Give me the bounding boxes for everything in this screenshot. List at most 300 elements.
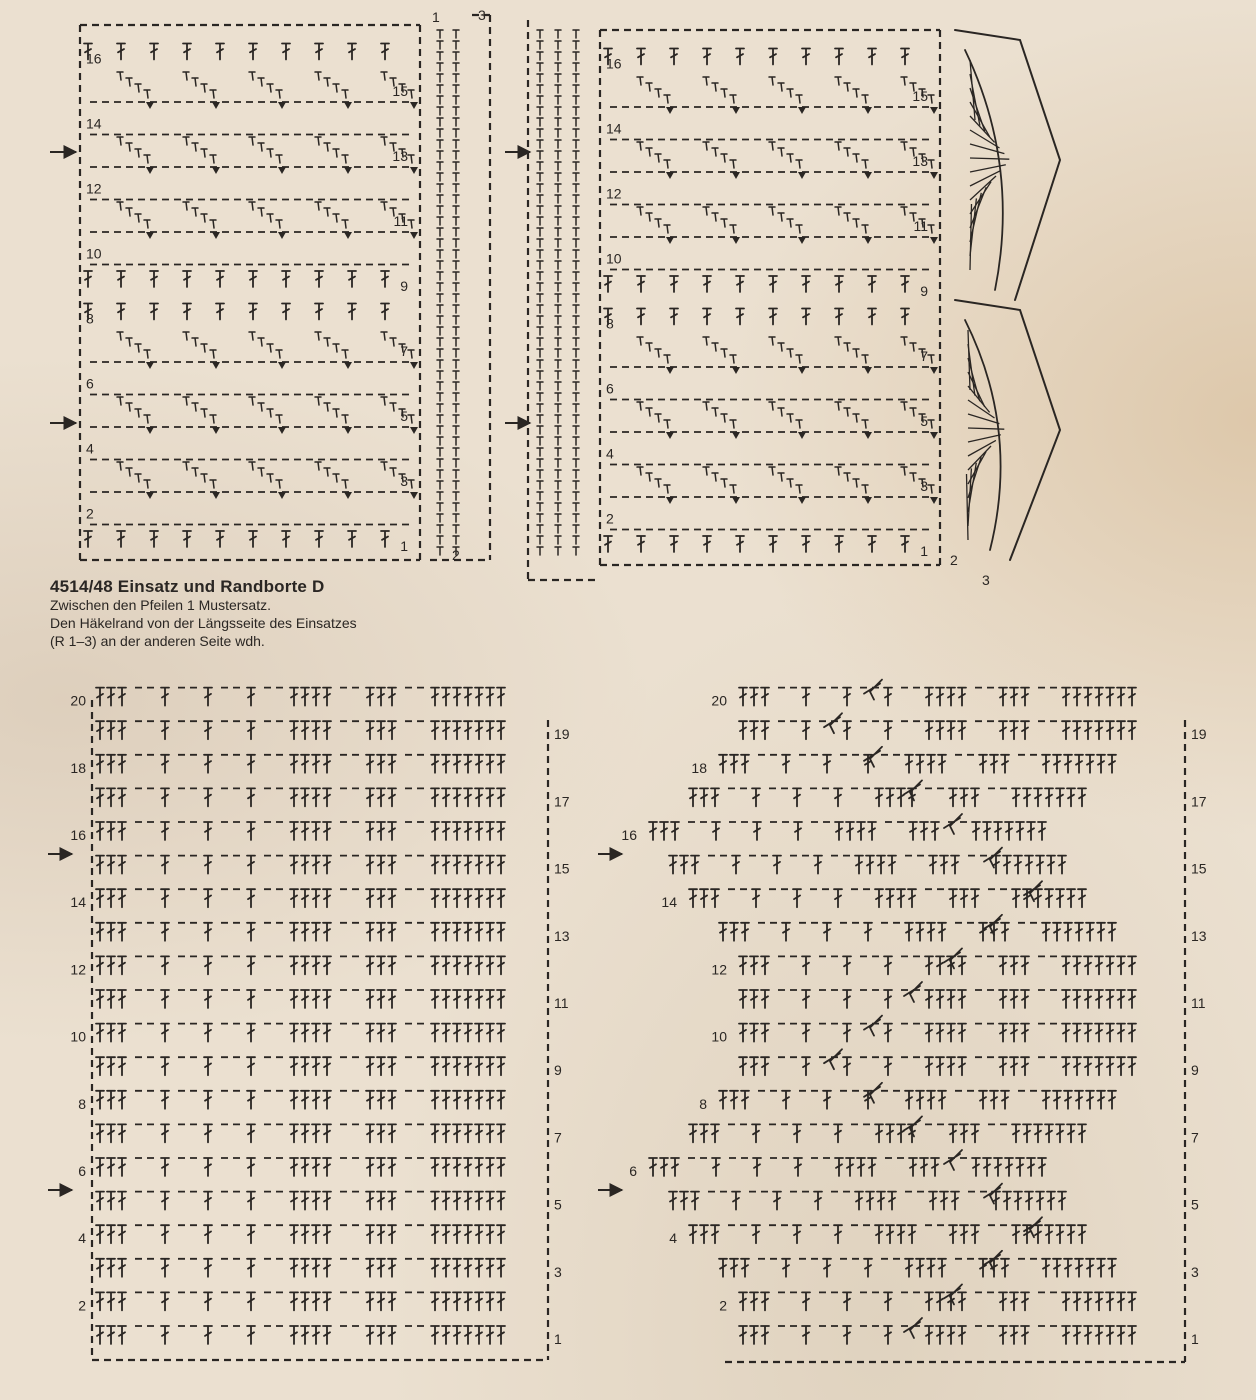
dc-stitch	[377, 1225, 385, 1243]
dc-stitch	[388, 788, 396, 806]
dc-stitch	[475, 889, 483, 907]
dc-stitch	[323, 1057, 331, 1075]
cluster-stitch	[267, 474, 273, 482]
dc-stitch	[1053, 1259, 1061, 1277]
sc-stitch	[573, 360, 579, 368]
sc-stitch	[437, 404, 443, 412]
dc-stitch	[442, 1124, 450, 1142]
cluster-stitch	[844, 343, 850, 351]
dc-stitch	[761, 721, 769, 739]
dc-stitch	[247, 1158, 255, 1176]
dc-stitch	[823, 1091, 831, 1109]
dc-stitch	[315, 531, 323, 547]
dc-stitch	[868, 49, 876, 65]
dc-stitch	[486, 1057, 494, 1075]
sc-stitch	[573, 85, 579, 93]
cluster-stitch	[901, 142, 907, 150]
dc-stitch	[204, 822, 212, 840]
dc-stitch	[161, 923, 169, 941]
cluster-stitch	[655, 219, 661, 227]
dc-stitch	[1058, 1192, 1066, 1210]
dc-stitch	[453, 822, 461, 840]
dc-stitch	[486, 788, 494, 806]
dc-stitch	[1001, 1259, 1009, 1277]
sc-stitch	[437, 327, 443, 335]
dc-stitch	[301, 923, 309, 941]
row-number: 5	[400, 408, 408, 424]
dc-stitch	[680, 856, 688, 874]
dc-stitch	[107, 1259, 115, 1277]
dc-stitch	[814, 1192, 822, 1210]
v-marker	[344, 102, 352, 109]
sc-stitch	[573, 140, 579, 148]
dc-stitch	[464, 1057, 472, 1075]
dc-stitch	[802, 1024, 810, 1042]
dc-stitch	[1014, 856, 1022, 874]
sc-stitch	[453, 228, 459, 236]
dc-stitch	[868, 1158, 876, 1176]
dc-stitch	[1045, 1124, 1053, 1142]
dc-stitch	[464, 923, 472, 941]
dc-stitch	[905, 755, 913, 773]
cluster-stitch	[276, 155, 282, 163]
sc-stitch	[453, 162, 459, 170]
dc-stitch	[323, 1158, 331, 1176]
dc-stitch	[1086, 1259, 1094, 1277]
sc-stitch	[453, 371, 459, 379]
v-marker	[930, 367, 938, 374]
row-number: 1	[432, 9, 440, 25]
cluster-stitch	[249, 202, 255, 210]
v-marker	[344, 232, 352, 239]
dc-stitch	[736, 49, 744, 65]
cluster-stitch	[655, 89, 661, 97]
sc-stitch	[555, 184, 561, 192]
sc-stitch	[537, 514, 543, 522]
cluster-stitch	[126, 338, 132, 346]
cluster-stitch	[117, 202, 123, 210]
sc-stitch	[573, 118, 579, 126]
fan-stitch	[970, 170, 1001, 186]
dc-stitch	[464, 721, 472, 739]
row-number: 10	[70, 1028, 86, 1045]
cluster-stitch	[637, 207, 643, 215]
dc-stitch	[1073, 956, 1081, 974]
sc-stitch	[453, 107, 459, 115]
dc-stitch	[96, 1024, 104, 1042]
dc-stitch	[315, 304, 323, 320]
dc-stitch	[161, 1057, 169, 1075]
dc-stitch	[1067, 1124, 1075, 1142]
caption-line: Zwischen den Pfeilen 1 Mustersatz.	[50, 597, 271, 613]
dc-stitch	[161, 856, 169, 874]
dc-stitch	[161, 1124, 169, 1142]
dc-stitch	[366, 1326, 374, 1344]
dc-stitch	[366, 721, 374, 739]
dc-stitch	[936, 688, 944, 706]
sc-stitch	[573, 184, 579, 192]
dc-stitch	[453, 1124, 461, 1142]
sc-stitch	[555, 470, 561, 478]
dc-stitch	[312, 822, 320, 840]
dc-stitch	[802, 536, 810, 552]
dc-stitch	[442, 688, 450, 706]
dc-stitch	[204, 1259, 212, 1277]
fan-stitch	[968, 440, 996, 456]
dc-stitch	[938, 923, 946, 941]
dc-stitch	[486, 923, 494, 941]
dc-stitch	[794, 822, 802, 840]
dc-stitch	[290, 1091, 298, 1109]
sc-stitch	[555, 206, 561, 214]
dc-stitch	[834, 889, 842, 907]
dc-stitch	[802, 309, 810, 325]
dc-stitch	[453, 1057, 461, 1075]
cluster-stitch	[408, 415, 414, 423]
dc-stitch	[486, 1192, 494, 1210]
dc-stitch	[247, 1057, 255, 1075]
dc-stitch	[431, 1259, 439, 1277]
cluster-stitch	[192, 78, 198, 86]
cluster-stitch	[835, 142, 841, 150]
dc-stitch	[1128, 1057, 1136, 1075]
dc-stitch	[453, 1326, 461, 1344]
row-number: 2	[86, 505, 94, 522]
dc-stitch	[1095, 688, 1103, 706]
dc-stitch	[835, 1158, 843, 1176]
dc-stitch	[843, 1024, 851, 1042]
dc-stitch	[730, 1091, 738, 1109]
cluster-stitch	[126, 78, 132, 86]
row-number: 18	[691, 759, 707, 776]
dc-stitch	[823, 923, 831, 941]
dc-stitch	[1106, 1326, 1114, 1344]
sc-stitch	[437, 382, 443, 390]
dc-stitch	[366, 990, 374, 1008]
dc-stitch	[107, 1024, 115, 1042]
dc-stitch	[464, 990, 472, 1008]
dc-stitch	[1023, 788, 1031, 806]
dc-stitch	[475, 923, 483, 941]
cluster-stitch	[408, 90, 414, 98]
dc-stitch	[323, 1259, 331, 1277]
cluster-stitch	[721, 154, 727, 162]
dc-stitch	[1064, 1259, 1072, 1277]
dc-stitch	[700, 889, 708, 907]
dc-stitch	[388, 1292, 396, 1310]
sc-stitch	[437, 239, 443, 247]
cluster-stitch	[342, 90, 348, 98]
dc-stitch	[377, 1326, 385, 1344]
dc-stitch	[312, 923, 320, 941]
dc-stitch	[312, 1259, 320, 1277]
cluster-stitch	[655, 349, 661, 357]
v-marker	[278, 427, 286, 434]
dc-stitch	[1106, 721, 1114, 739]
cluster-stitch	[787, 414, 793, 422]
sc-stitch	[537, 30, 543, 38]
dc-stitch	[497, 1225, 505, 1243]
dc-stitch	[118, 1225, 126, 1243]
v-marker	[278, 492, 286, 499]
decrease-cluster	[864, 1016, 882, 1036]
dc-stitch	[958, 1326, 966, 1344]
sc-stitch	[537, 448, 543, 456]
dc-stitch	[323, 1225, 331, 1243]
dc-stitch	[925, 956, 933, 974]
dc-stitch	[247, 721, 255, 739]
dc-stitch	[431, 822, 439, 840]
dc-stitch	[183, 44, 191, 60]
dc-stitch	[761, 1292, 769, 1310]
dc-stitch	[802, 49, 810, 65]
cluster-stitch	[210, 415, 216, 423]
cluster-stitch	[637, 467, 643, 475]
dc-stitch	[711, 889, 719, 907]
dc-stitch	[1086, 923, 1094, 941]
dc-stitch	[637, 309, 645, 325]
sc-stitch	[453, 349, 459, 357]
v-marker	[798, 107, 806, 114]
cluster-stitch	[664, 95, 670, 103]
sc-stitch	[437, 283, 443, 291]
dc-stitch	[96, 1124, 104, 1142]
sc-stitch	[573, 30, 579, 38]
sc-stitch	[537, 525, 543, 533]
dc-stitch	[769, 276, 777, 292]
sc-stitch	[573, 228, 579, 236]
dc-stitch	[377, 1024, 385, 1042]
dc-stitch	[897, 889, 905, 907]
dc-stitch	[958, 990, 966, 1008]
sc-stitch	[437, 415, 443, 423]
dc-stitch	[453, 1225, 461, 1243]
dc-stitch	[161, 1024, 169, 1042]
dc-stitch	[377, 788, 385, 806]
dc-stitch	[366, 889, 374, 907]
dc-stitch	[843, 956, 851, 974]
dc-stitch	[247, 1091, 255, 1109]
dc-stitch	[739, 1326, 747, 1344]
cluster-stitch	[712, 213, 718, 221]
dc-stitch	[868, 309, 876, 325]
dc-stitch	[290, 990, 298, 1008]
dc-stitch	[866, 856, 874, 874]
dc-stitch	[994, 822, 1002, 840]
dc-stitch	[1106, 956, 1114, 974]
cluster-stitch	[276, 220, 282, 228]
cluster-stitch	[249, 462, 255, 470]
dc-stitch	[204, 1024, 212, 1042]
cluster-stitch	[844, 408, 850, 416]
dc-stitch	[290, 721, 298, 739]
cluster-stitch	[655, 154, 661, 162]
cluster-stitch	[778, 473, 784, 481]
sc-stitch	[437, 437, 443, 445]
sc-stitch	[437, 261, 443, 269]
dc-stitch	[936, 1326, 944, 1344]
v-marker	[410, 232, 418, 239]
dc-stitch	[1034, 788, 1042, 806]
dc-stitch	[877, 856, 885, 874]
dc-stitch	[453, 923, 461, 941]
dc-stitch	[290, 856, 298, 874]
dc-stitch	[312, 990, 320, 1008]
dc-stitch	[204, 856, 212, 874]
dc-stitch	[736, 536, 744, 552]
dc-stitch	[1084, 956, 1092, 974]
dc-stitch	[1012, 889, 1020, 907]
cluster-stitch	[844, 213, 850, 221]
v-marker	[798, 172, 806, 179]
dc-stitch	[475, 1091, 483, 1109]
dc-stitch	[301, 721, 309, 739]
dc-stitch	[916, 1091, 924, 1109]
dc-stitch	[497, 755, 505, 773]
dc-stitch	[846, 822, 854, 840]
dc-stitch	[323, 755, 331, 773]
cluster-stitch	[721, 89, 727, 97]
dc-stitch	[442, 856, 450, 874]
dc-stitch	[475, 1124, 483, 1142]
dc-stitch	[204, 1225, 212, 1243]
row-number: 11	[913, 218, 928, 234]
dc-stitch	[947, 1024, 955, 1042]
cluster-stitch	[144, 350, 150, 358]
cluster-stitch	[730, 355, 736, 363]
sc-stitch	[437, 151, 443, 159]
dc-stitch	[117, 44, 125, 60]
dc-stitch	[323, 1192, 331, 1210]
cluster-stitch	[192, 403, 198, 411]
dc-stitch	[431, 856, 439, 874]
dc-stitch	[1025, 856, 1033, 874]
dc-stitch	[216, 304, 224, 320]
sc-stitch	[555, 338, 561, 346]
dc-stitch	[315, 271, 323, 287]
dc-stitch	[249, 44, 257, 60]
dc-stitch	[897, 1124, 905, 1142]
dc-stitch	[107, 755, 115, 773]
sc-stitch	[573, 217, 579, 225]
row-number: 8	[86, 310, 94, 327]
dc-stitch	[107, 990, 115, 1008]
dc-stitch	[1014, 1192, 1022, 1210]
dc-stitch	[1010, 956, 1018, 974]
dc-stitch	[814, 856, 822, 874]
dc-stitch	[442, 1259, 450, 1277]
dc-stitch	[204, 1091, 212, 1109]
cluster-stitch	[835, 207, 841, 215]
fan-stitch	[968, 414, 999, 424]
dc-stitch	[290, 1192, 298, 1210]
dc-stitch	[107, 788, 115, 806]
dc-stitch	[938, 1091, 946, 1109]
dc-stitch	[161, 1326, 169, 1344]
dc-stitch	[1056, 1124, 1064, 1142]
cluster-stitch	[664, 485, 670, 493]
dc-stitch	[366, 822, 374, 840]
dc-stitch	[301, 822, 309, 840]
dc-stitch	[475, 1259, 483, 1277]
dc-stitch	[290, 1326, 298, 1344]
sc-stitch	[437, 514, 443, 522]
dc-stitch	[1001, 923, 1009, 941]
dc-stitch	[117, 304, 125, 320]
dc-stitch	[947, 1057, 955, 1075]
dc-stitch	[453, 755, 461, 773]
dc-stitch	[497, 956, 505, 974]
dc-stitch	[739, 1057, 747, 1075]
sc-stitch	[573, 404, 579, 412]
dc-stitch	[96, 1158, 104, 1176]
sc-stitch	[555, 96, 561, 104]
cluster-stitch	[928, 95, 934, 103]
sc-stitch	[573, 338, 579, 346]
dc-stitch	[486, 1259, 494, 1277]
cluster-stitch	[126, 143, 132, 151]
dc-stitch	[96, 1326, 104, 1344]
dc-stitch	[161, 889, 169, 907]
dc-stitch	[1021, 1057, 1029, 1075]
cluster-stitch	[796, 225, 802, 233]
dc-stitch	[442, 889, 450, 907]
dc-stitch	[204, 788, 212, 806]
dc-stitch	[475, 721, 483, 739]
dc-stitch	[377, 822, 385, 840]
dc-stitch	[855, 856, 863, 874]
cluster-stitch	[342, 415, 348, 423]
dc-stitch	[875, 788, 883, 806]
sc-stitch	[537, 173, 543, 181]
sc-stitch	[453, 63, 459, 71]
dc-stitch	[1047, 856, 1055, 874]
row-number: 5	[920, 413, 928, 429]
dc-stitch	[1075, 923, 1083, 941]
sc-stitch	[453, 415, 459, 423]
cluster-stitch	[853, 89, 859, 97]
dc-stitch	[1108, 755, 1116, 773]
dc-stitch	[464, 1124, 472, 1142]
dc-stitch	[117, 531, 125, 547]
decrease-cluster	[944, 1150, 962, 1170]
dc-stitch	[301, 889, 309, 907]
sc-stitch	[437, 360, 443, 368]
cluster-stitch	[796, 485, 802, 493]
cluster-stitch	[862, 225, 868, 233]
dc-stitch	[1062, 688, 1070, 706]
dc-stitch	[753, 822, 761, 840]
dc-stitch	[1062, 721, 1070, 739]
dc-stitch	[301, 956, 309, 974]
dc-stitch	[1045, 1225, 1053, 1243]
cluster-stitch	[135, 344, 141, 352]
cluster-stitch	[655, 479, 661, 487]
dc-stitch	[1095, 1292, 1103, 1310]
cluster-stitch	[390, 338, 396, 346]
dc-stitch	[388, 1192, 396, 1210]
dc-stitch	[884, 1292, 892, 1310]
cluster-stitch	[928, 355, 934, 363]
dc-stitch	[884, 1024, 892, 1042]
dc-stitch	[877, 1192, 885, 1210]
dc-stitch	[377, 923, 385, 941]
v-marker	[798, 432, 806, 439]
cluster-stitch	[910, 473, 916, 481]
sc-stitch	[573, 41, 579, 49]
dc-stitch	[1053, 755, 1061, 773]
dc-stitch	[752, 1225, 760, 1243]
